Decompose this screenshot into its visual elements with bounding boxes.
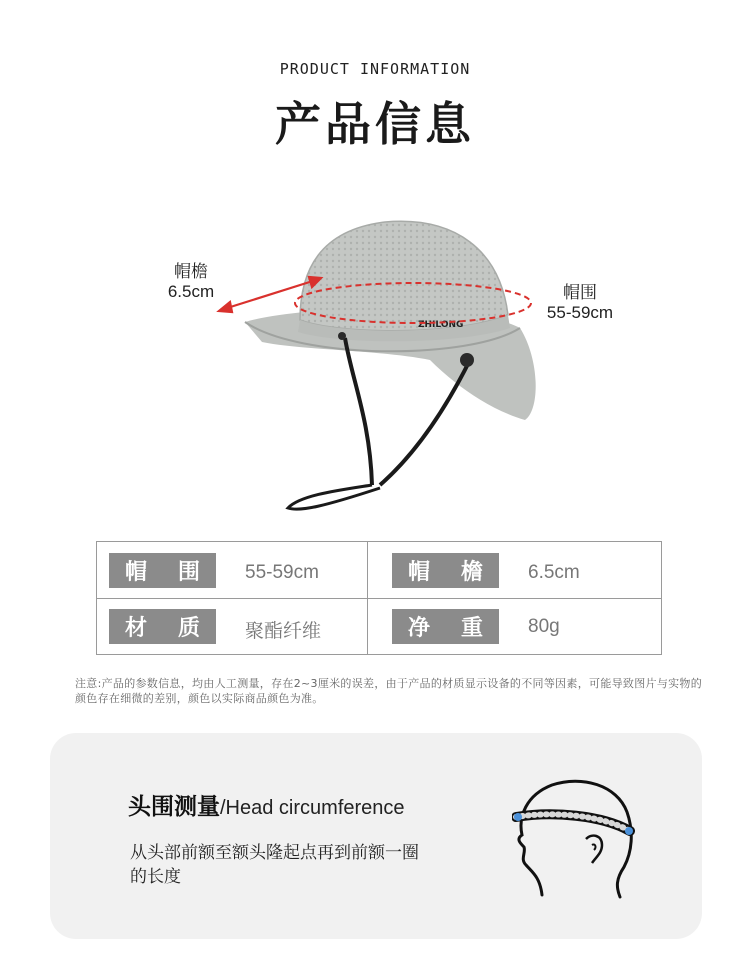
measure-title-cn: 头围测量 <box>128 794 220 820</box>
hat-illustration-area <box>0 210 750 530</box>
brim-label-name: 帽檐 <box>174 262 208 281</box>
spec-table <box>96 541 662 655</box>
spec-key-brim <box>392 553 499 588</box>
spec-value-brim: 6.5cm <box>528 562 580 583</box>
spec-key-char: 帽 <box>408 560 431 585</box>
bucket-hat-image <box>0 210 750 530</box>
brim-label <box>158 262 224 302</box>
spec-key-char: 净 <box>408 616 431 641</box>
spec-key-char: 檐 <box>460 560 483 585</box>
spec-key-char: 材 <box>125 616 148 641</box>
measure-title-en: /Head circumference <box>220 797 405 819</box>
hat-crown <box>300 221 508 330</box>
circumference-label <box>536 283 624 323</box>
disclaimer-note: 注意:产品的参数信息，均由人工测量，存在2~3厘米的误差，由于产品的材质显示设备的不同等因素，可能导致图片与实物的颜色存在细微的差别，颜色以实际商品颜色为准。 <box>75 677 703 705</box>
spec-divider-horizontal <box>97 598 661 599</box>
page-title: 产品信息 <box>275 97 475 151</box>
spec-value-circumference: 55-59cm <box>245 562 319 583</box>
spec-key-char: 重 <box>460 616 483 641</box>
brim-label-value: 6.5cm <box>167 282 215 301</box>
spec-key-char: 围 <box>177 560 200 585</box>
spec-value-material: 聚酯纤维 <box>245 621 322 642</box>
spec-key-char: 帽 <box>125 560 148 585</box>
spec-key-material <box>109 609 216 644</box>
measure-title <box>128 788 405 821</box>
head-measure-card <box>50 733 702 939</box>
spec-value-weight: 80g <box>528 616 560 637</box>
circumference-label-name: 帽围 <box>563 283 597 302</box>
spec-key-circumference <box>109 553 216 588</box>
spec-key-weight <box>392 609 499 644</box>
en-title: PRODUCT INFORMATION <box>279 60 471 78</box>
circumference-label-value: 55-59cm <box>546 303 614 322</box>
head-measure-icon <box>512 777 647 902</box>
spec-key-char: 质 <box>177 616 200 641</box>
hat-brand-text: ZHILONG <box>418 320 464 330</box>
measure-description: 从头部前额至额头隆起点再到前额一圈的长度 <box>130 843 419 887</box>
